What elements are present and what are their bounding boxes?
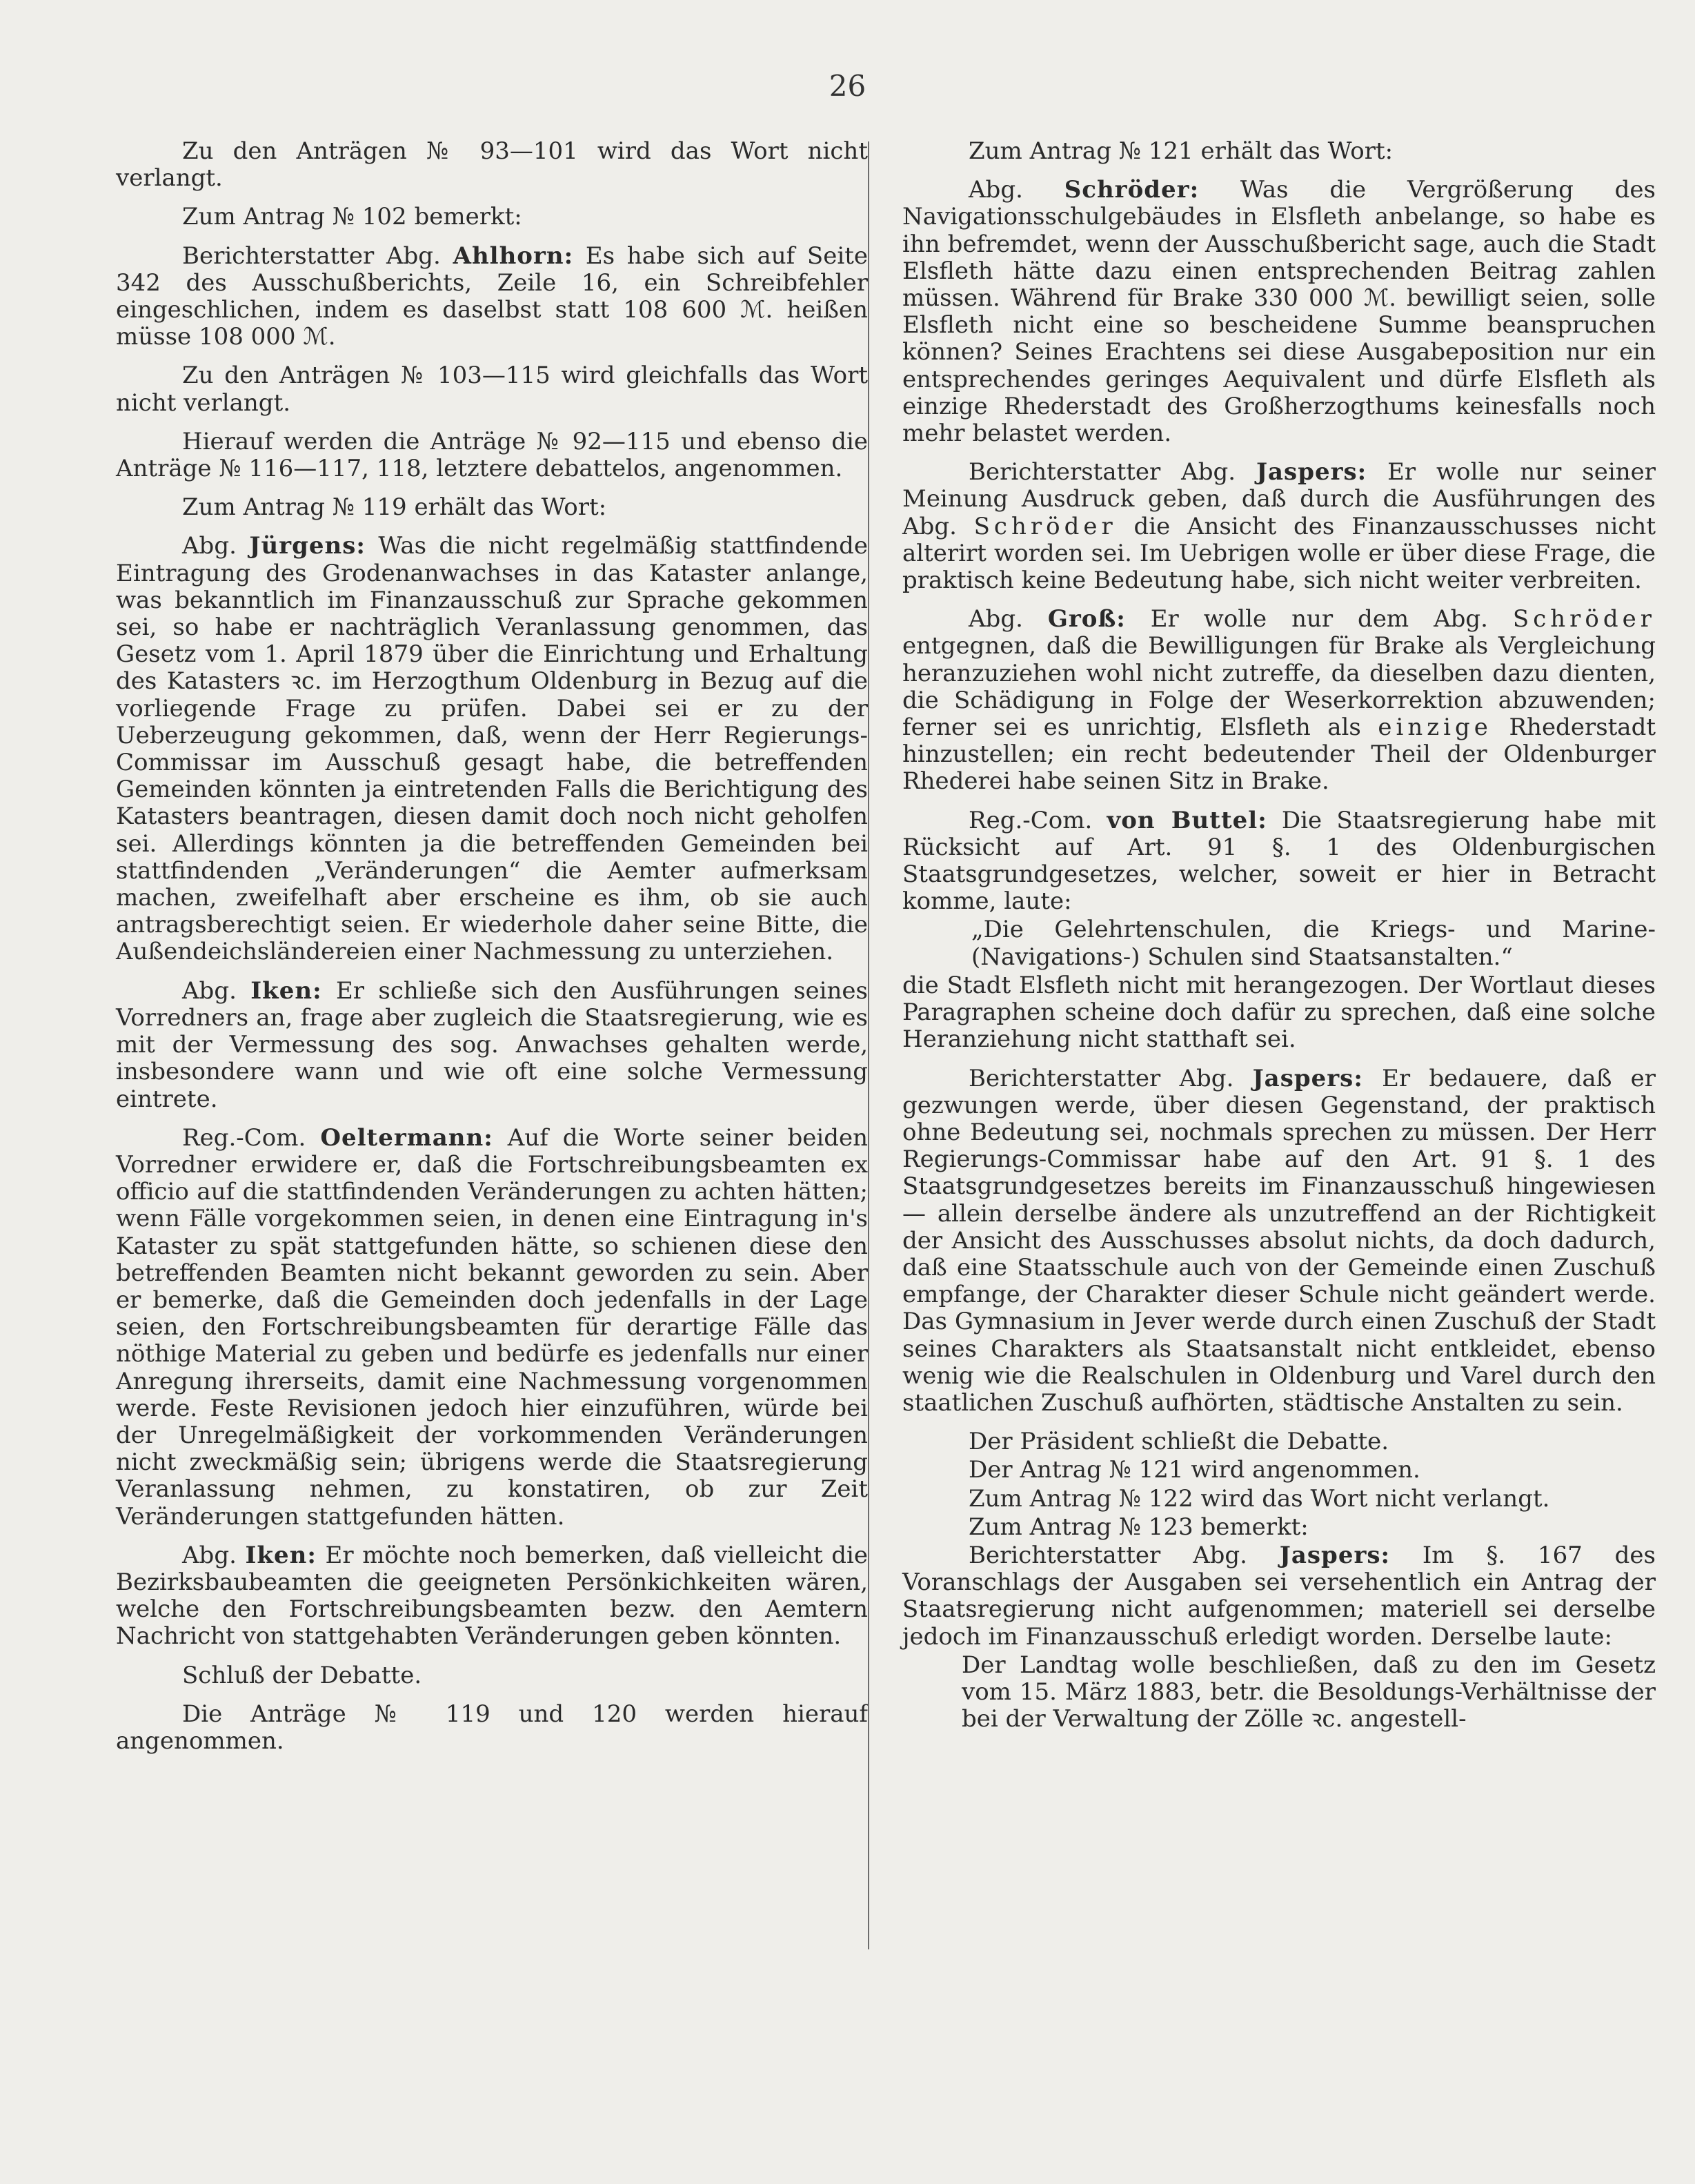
paragraph: Abg. Iken: Er schließe sich den Ausführungen seines Vorredners an, frage aber zugleich die Staatsregierung, wie es mit der Vermessung des sog. Anwachses gehalten werde, insbesondere wann und wie oft eine solche Vermessung eintrete. [116, 976, 868, 1113]
paragraph: Berichterstatter Abg. Jaspers: Er wolle nur seiner Meinung Ausdruck geben, daß durch die Ausführungen des Abg. Schröder die Ansicht des Finanzausschusses nicht alterirt worden sei. Im Uebrigen wolle er über diese Frage, die praktisch keine Bedeutung habe, sich nicht weiter verbreiten. [902, 458, 1656, 595]
speaker-name: Jaspers: [1256, 458, 1367, 486]
paragraph: Hierauf werden die Anträge № 92—115 und ebenso die Anträge № 116—117, 118, letztere debattelos, angenommen. [116, 427, 868, 483]
paragraph: Berichterstatter Abg. Ahlhorn: Es habe sich auf Seite 342 des Ausschußberichts, Zeile 16, ein Schreibfehler eingeschlichen, indem es daselbst statt 108 600 ℳ. heißen müsse 108 000 ℳ. [116, 242, 868, 351]
speaker-name: Iken: [245, 1541, 317, 1569]
paragraph: Der Antrag № 121 wird angenommen. [969, 1456, 1420, 1484]
paragraph: Zum Antrag № 102 bemerkt: [182, 203, 522, 231]
right-column [902, 138, 1656, 1744]
speaker-name: Iken: [250, 976, 322, 1005]
paragraph: Zum Antrag № 119 erhält das Wort: [182, 493, 607, 522]
speaker-name: von Buttel: [1107, 806, 1267, 834]
left-column [116, 138, 868, 1767]
paragraph: Der Landtag wolle beschließen, daß zu den im Gesetz vom 15. März 1883, betr. die Besoldungs-Verhältnisse der bei der Verwaltung der Zölle ꝛc. angestell- [962, 1651, 1656, 1733]
speaker-name: Schröder: [1064, 176, 1200, 204]
paragraph: Berichterstatter Abg. Jaspers: Er bedauere, daß er gezwungen werde, über diesen Gegenstand, der praktisch ohne Bedeutung sei, nochmals sprechen zu müssen. Der Herr Regierungs-Commissar habe auf den Art. 91 §. 1 des Staatsgrundgesetzes bereits im Finanzausschuß hingewiesen — allein derselbe ändere als unzutreffend an der Richtigkeit der Ansicht des Ausschusses absolut nichts, da doch dadurch, daß eine Staatsschule auch von der Gemeinde einen Zuschuß empfange, der Charakter dieser Schule nicht geändert werde. Das Gymnasium in Jever werde durch einen Zuschuß der Stadt seines Charakters als Staatsanstalt nicht entkleidet, ebenso wenig wie die Realschulen in Oldenburg und Varel durch den staatlichen Zuschuß aufhörten, städtische Anstalten zu sein. [902, 1064, 1656, 1417]
paragraph: Abg. Jürgens: Was die nicht regelmäßig stattfindende Eintragung des Grodenanwachses in das Kataster anlange, was bekanntlich im Finanzausschuß zur Sprache gekommen sei, so habe er nachträglich Veranlassung genommen, das Gesetz vom 1. April 1879 über die Einrichtung und Erhaltung des Katasters ꝛc. im Herzogthum Oldenburg in Bezug auf die vorliegende Frage zu prüfen. Dabei sei er zu der Ueberzeugung gekommen, daß, wenn der Herr Regierungs-Commissar im Ausschuß gesagt habe, die betreffenden Gemeinden könnten ja eintretenden Falls die Berichtigung des Katasters beantragen, diesen damit doch noch nicht geholfen sei. Allerdings könnten ja die betreffenden Gemeinden bei stattfindenden „Veränderungen“ die Aemter aufmerksam machen, zweifelhaft aber erscheine es ihm, ob sie auch antragsberechtigt seien. Er wiederhole daher seine Bitte, die Außendeichsländereien einer Nachmessung zu unterziehen. [116, 532, 869, 966]
speaker-name: Ahlhorn: [453, 242, 574, 270]
quotation: „Die Gelehrtenschulen, die Kriegs- und Marine- (Navigations-) Schulen sind Staatsanstalten.“ [971, 916, 1656, 971]
speaker-name: Jaspers: [1279, 1541, 1391, 1569]
page-number: 26 [829, 69, 866, 103]
paragraph: Der Präsident schließt die Debatte. [969, 1428, 1389, 1456]
speaker-name: Oeltermann: [320, 1123, 493, 1152]
paragraph: Zum Antrag № 121 erhält das Wort: [969, 137, 1394, 165]
speaker-name: Jürgens: [249, 532, 366, 560]
paragraph: Reg.-Com. Oeltermann: Auf die Worte seiner beiden Vorredner erwidere er, daß die Fortschreibungsbeamten ex officio auf die stattfindenden Veränderungen zu achten hätten; wenn Fälle vorgekommen seien, in denen eine Eintragung in's Kataster zu spät stattgefunden hätte, so schienen diese den betreffenden Beamten nicht bekannt geworden zu sein. Aber er bemerke, daß die Gemeinden doch jedenfalls in der Lage seien, den Fortschreibungsbeamten für derartige Fälle das nöthige Material zu geben und bedürfe es jedenfalls nur einer Anregung ihrerseits, damit eine Nachmessung vorgenommen werde. Feste Revisionen jedoch hier einzuführen, würde bei der Unregelmäßigkeit der vorkommenden Veränderungen nicht zweckmäßig sein; übrigens werde die Staatsregierung Veranlassung nehmen, zu konstatiren, ob zur Zeit Veränderungen stattgefunden hätten. [116, 1123, 868, 1531]
paragraph: Die Anträge № 119 und 120 werden hierauf angenommen. [116, 1700, 868, 1755]
paragraph: Abg. Groß: Er wolle nur dem Abg. Schröder entgegnen, daß die Bewilligungen für Brake als Vergleichung heranzuziehen wohl nicht zutreffe, da dieselben dazu dienten, die Schädigung in Folge der Weserkorrektion abzuwenden; ferner sei es unrichtig, Elsfleth als einzige Rhederstadt hinzustellen; ein recht bedeutender Theil der Oldenburger Rhederei habe seinen Sitz in Brake. [902, 605, 1656, 796]
speaker-name: Groß: [1047, 605, 1126, 633]
paragraph: Abg. Iken: Er möchte noch bemerken, daß vielleicht die Bezirksbaubeamten die geeigneten Persönkichkeiten wären, welche den Fortschreibungsbeamten bezw. den Aemtern Nachricht von stattgehabten Veränderungen geben könnten. [116, 1541, 868, 1651]
paragraph: Zu den Anträgen № 103—115 wird gleichfalls das Wort nicht verlangt. [116, 362, 868, 417]
paragraph: Zu den Anträgen № 93—101 wird das Wort nicht verlangt. [116, 137, 868, 193]
paragraph: Schluß der Debatte. [182, 1661, 422, 1689]
spaced-name: Schröder [1512, 605, 1656, 633]
paragraph: die Stadt Elsfleth nicht mit herangezogen. Der Wortlaut dieses Paragraphen scheine doch dafür zu sprechen, daß eine solche Heranziehung nicht statthaft sei. [902, 971, 1656, 1054]
spaced-word: einzige [1378, 714, 1492, 742]
paragraph: Berichterstatter Abg. Jaspers: Im §. 167 des Voranschlags der Ausgaben sei versehentlich ein Antrag der Staatsregierung nicht aufgenommen; materiell sei derselbe jedoch im Finanzausschuß erledigt worden. Derselbe laute: [902, 1541, 1656, 1651]
column-divider [868, 141, 869, 1949]
paragraph: Zum Antrag № 123 bemerkt: [969, 1513, 1309, 1541]
speaker-name: Jaspers: [1252, 1064, 1363, 1092]
paragraph: Zum Antrag № 122 wird das Wort nicht verlangt. [969, 1484, 1550, 1513]
paragraph: Reg.-Com. von Buttel: Die Staatsregierung habe mit Rücksicht auf Art. 91 §. 1 des Oldenburgischen Staatsgrundgesetzes, welcher, soweit er hier in Betracht komme, laute: [902, 806, 1656, 916]
spaced-name: Schröder [973, 512, 1117, 540]
paragraph: Abg. Schröder: Was die Vergrößerung des Navigationsschulgebäudes in Elsfleth anbelange, so habe es ihn befremdet, wenn der Ausschußbericht sage, auch die Stadt Elsfleth hätte dazu einen entsprechenden Beitrag zahlen müssen. Während für Brake 330 000 ℳ. bewilligt seien, solle Elsfleth nicht eine so bescheidene Summe beanspruchen können? Seines Erachtens sei diese Ausgabeposition nur ein entsprechendes geringes Aequivalent und dürfe Elsfleth als einzige Rhederstadt des Großherzogthums keinesfalls noch mehr belastet werden. [902, 176, 1656, 448]
